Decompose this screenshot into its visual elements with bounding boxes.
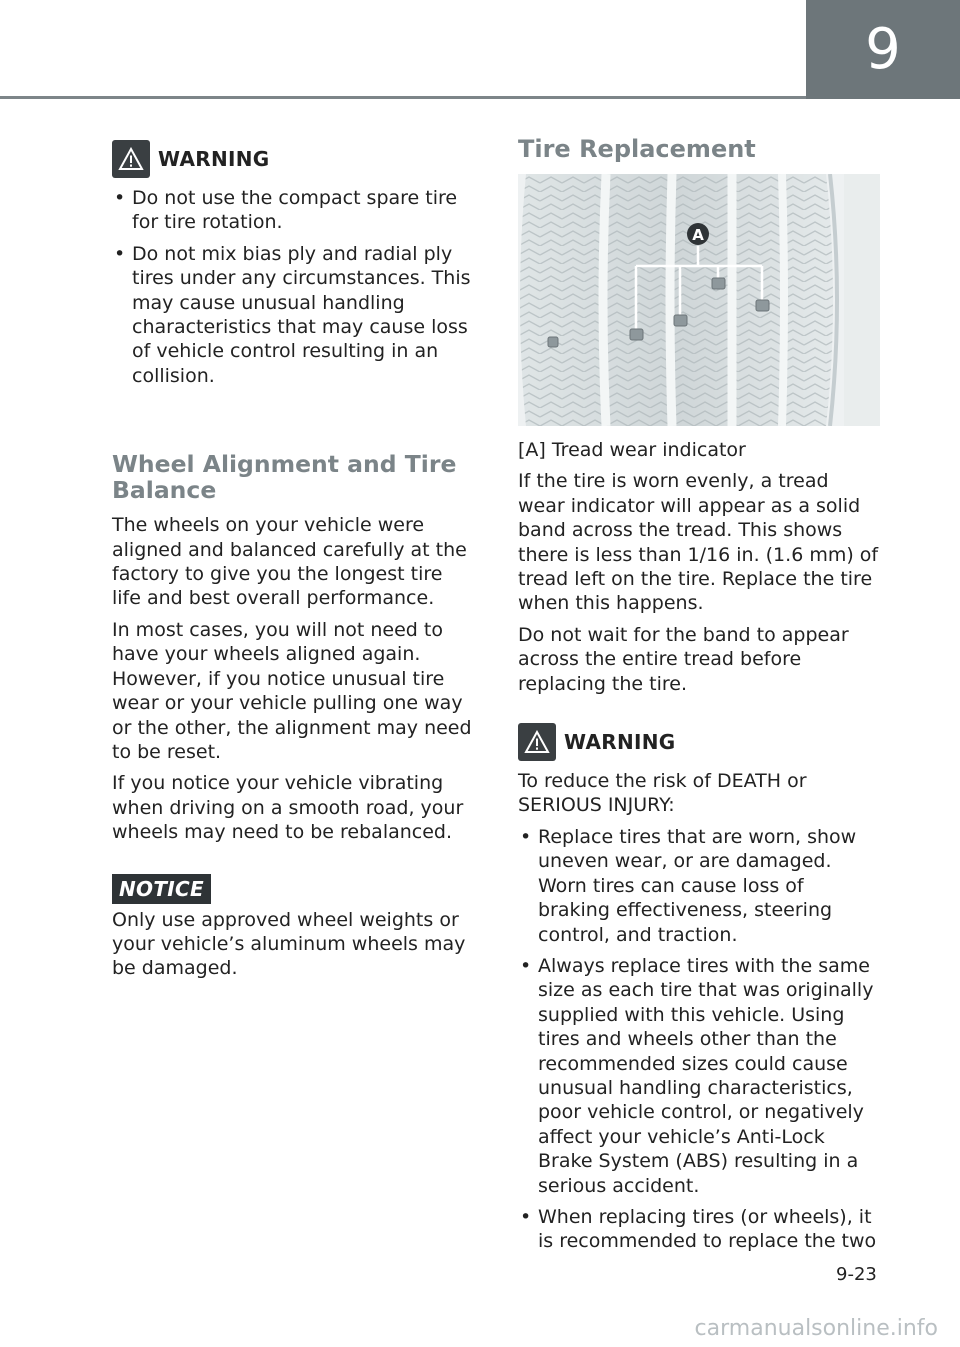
warning-triangle-icon xyxy=(112,140,150,178)
figure-caption: [A] Tread wear indicator xyxy=(518,439,746,461)
notice-label: NOTICE xyxy=(112,874,211,904)
chapter-number: 9 xyxy=(865,17,901,82)
warning-title: WARNING xyxy=(158,147,270,171)
warning-title: WARNING xyxy=(564,730,676,755)
warning-list xyxy=(112,186,474,388)
body-paragraph: If you notice your vehicle vibrating when driving on a smooth road, your wheels may need to be rebalanced. xyxy=(112,772,464,844)
section-title-line: Balance xyxy=(112,476,217,505)
warning-triangle-icon xyxy=(518,723,556,761)
body-paragraph: If the tire is worn evenly, a tread wear indicator will appear as a solid band across the tread. This shows there is less than 1/16 in. (1.6 mm) of tread left on the tire. Replace the tire when this happens. xyxy=(518,470,879,615)
warning-item: • Do not mix bias ply and radial ply tires under any circumstances. This may cause unusual handling characteristics that may cause loss of vehicle control resulting in an collision. xyxy=(112,242,474,388)
warning-item: • Do not use the compact spare tire for tire rotation. xyxy=(112,186,474,235)
chapter-tab xyxy=(806,0,960,99)
figure-marker-a: A xyxy=(692,226,704,244)
body-paragraph: In most cases, you will not need to have your wheels aligned again. However, if you notice unusual tire wear or your vehicle pulling one way or the other, the alignment may need to be reset. xyxy=(112,618,472,763)
warning-intro: To reduce the risk of DEATH or SERIOUS INJURY: xyxy=(518,770,807,817)
section-title: Tire Replacement xyxy=(518,135,756,163)
left-column xyxy=(112,140,474,988)
warning-heading xyxy=(518,723,880,761)
warning-item: • Replace tires that are worn, show uneven wear, or are damaged. Worn tires can cause loss of braking effectiveness, steering control, and traction. xyxy=(518,825,880,947)
warning-item: • When replacing tires (or wheels), it is recommended to replace the two xyxy=(518,1205,880,1254)
watermark: carmanualsonline.info xyxy=(694,1316,938,1341)
header-rule xyxy=(0,96,806,99)
body-paragraph: The wheels on your vehicle were aligned and balanced carefully at the factory to give you the longest tire life and best overall performance. xyxy=(112,514,467,610)
warning-list xyxy=(518,825,880,1254)
body-paragraph: Do not wait for the band to appear across the entire tread before replacing the tire. xyxy=(518,623,849,695)
section-title-line: Wheel Alignment and Tire xyxy=(112,450,457,479)
warning-heading xyxy=(112,140,474,178)
section-title xyxy=(112,451,474,503)
warning-item: • Always replace tires with the same size as each tire that was originally supplied with this vehicle. Using tires and wheels other than the recommended sizes could cause unusual handling characteristics, poor vehicle control, or negatively affect your vehicle’s Anti-Lock Brake System (ABS) resulting in a serious accident. xyxy=(518,954,880,1198)
notice-text: Only use approved wheel weights or your vehicle’s aluminum wheels may be damaged. xyxy=(112,908,466,980)
tire-tread-illustration xyxy=(518,174,880,426)
right-column xyxy=(518,136,880,1261)
page-number: 9-23 xyxy=(836,1264,877,1285)
